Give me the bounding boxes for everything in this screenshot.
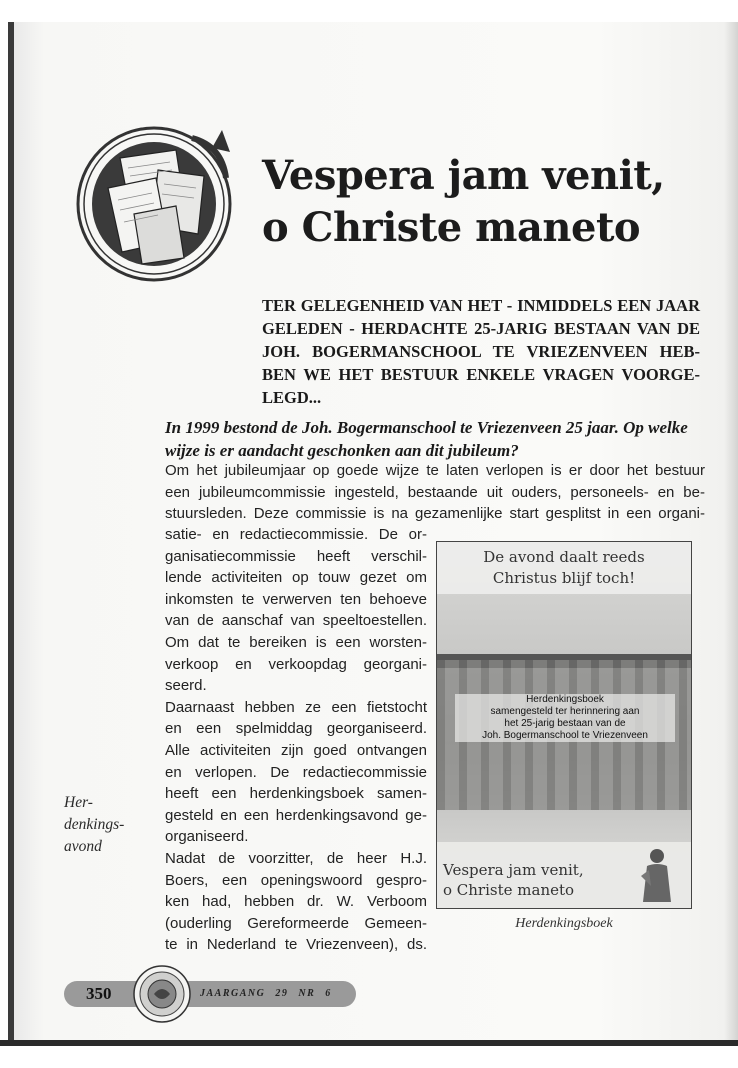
cover-bottom-line-2: o Christe maneto [443,881,575,899]
page-number: 350 [86,984,112,1003]
preacher-figure-icon [633,846,677,904]
column-line: Nadat de voorzitter, de heer H.J. [165,849,427,867]
cover-bottom-text [437,842,691,909]
cover-inner-caption [455,694,675,742]
column-line: ganisatiecommissie heeft verschil- [165,547,427,565]
page-bottom-edge [0,1040,738,1046]
inner-caption-line: het 25-jarig bestaan van de [504,718,626,729]
title-line-1: Vespera jam venit, [262,152,665,199]
nr-label: NR 6 [298,988,332,999]
column-line: organiseerd. [165,828,249,846]
column-line: en een spelmiddag georganiseerd. [165,720,427,738]
seal-logo-icon [132,964,192,1024]
answer-full-width [165,460,705,525]
column-line: en verlopen. De redactiecommissie [165,763,427,781]
column-line: lende activiteiten op touw gezet om [165,569,427,587]
papers-emblem-icon [72,118,240,288]
article-title [262,150,702,254]
column-line: te in Nederland te Vriezenveen), ds. [165,936,427,954]
column-line: ken had, hebben dr. W. Verboom [165,893,427,911]
column-line: van de aanschaf van speeltoestellen. [165,612,427,630]
figure-caption: Herdenkingsboek [515,916,613,931]
margin-note-line: Her- [64,794,93,811]
column-line: gesteld en een herdenkingsavond ge- [165,806,427,824]
footer-issue [200,988,350,999]
column-line: verkoop en verkoopdag georgani- [165,655,427,673]
margin-note [64,792,144,858]
answer-column [165,524,427,956]
inner-caption-line: Herdenkingsboek [526,694,604,705]
interview-question: In 1999 bestond de Joh. Bogermanschool te Vriezenveen 25 jaar. Op welke wijze is er aandacht geschonken aan dit jubileum? [165,418,688,460]
column-line: heeft een herdenkingsboek samen- [165,785,427,803]
column-line: seerd. [165,677,207,695]
cover-bottom-line-1: Vespera jam venit, [443,861,584,879]
answer-line: Om het jubileumjaar op goede wijze te laten verlopen is er door het bestuur [165,462,705,479]
inner-caption-line: samengesteld ter herinnering aan [490,706,640,717]
column-line: Alle activiteiten zijn goed ontvangen [165,741,427,759]
answer-line: stuursleden. Deze commissie is na gezamenlijke start gesplitst in een organi- [165,505,705,522]
article-intro: TER GELEGENHEID VAN HET - INMIDDELS EEN JAAR GELEDEN - HERDACHTE 25-JARIG BESTAAN VAN DE JOH. BOGERMANSCHOOL TE VRIEZENVEEN HEB-BEN WE HET BESTUUR ENKELE VRAGEN VOORGE-LEGD... [262,296,700,407]
cover-top-line-1: De avond daalt reeds [483,548,645,566]
inner-caption-line: Joh. Bogermanschool te Vriezenveen [482,730,648,741]
column-line: (ouderling Gereformeerde Gemeen- [165,914,427,932]
margin-note-line: denkings- [64,816,125,833]
column-line: satie- en redactiecommissie. De or- [165,526,427,543]
column-line: Daarnaast hebben ze een fietstocht [165,698,427,716]
book-cover-image [436,541,692,909]
column-line: inkomsten te verwerven ten behoeve [165,590,427,608]
margin-note-line: avond [64,838,102,855]
cover-top-line-2: Christus blijf toch! [492,569,636,587]
jaargang-label: JAARGANG 29 [200,988,289,999]
cover-top-text [437,542,691,594]
column-line: Om dat te bereiken is een worsten- [165,633,427,651]
column-line: Boers, een openingswoord gespro- [165,871,427,889]
page-edge-shadow [724,22,738,1044]
title-line-2: o Christe maneto [262,204,641,251]
answer-line: een jubileumcommissie ingesteld, bestaande uit ouders, personeels- en be- [165,483,705,501]
